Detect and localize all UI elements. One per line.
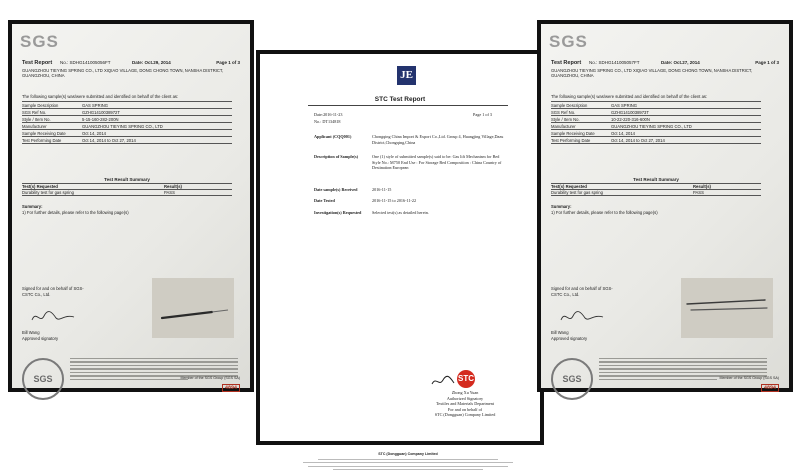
page-number: Page 1 of 3 bbox=[755, 60, 779, 65]
row-key: Investigation(s) Requested bbox=[314, 209, 362, 215]
report-number: No.: SDHG141005057FT bbox=[589, 60, 640, 65]
client-address: GUANGZHOU TIEYING SPRING CO., LTD XIQIAO VILLAGE, DONG CHONG TOWN, NANSHA DISTRICT, GUANGZHOU, CHINA bbox=[22, 68, 224, 78]
field-key: Sample Description bbox=[22, 103, 59, 108]
gas-spring-photo bbox=[681, 278, 773, 338]
report-row bbox=[314, 134, 504, 145]
report-row bbox=[314, 210, 504, 216]
signer-dept: Textiles and Materials Department bbox=[436, 401, 494, 406]
table-cell: Durability test for gas spring bbox=[22, 190, 74, 195]
client-address: GUANGZHOU TIEYING SPRING CO., LTD XIQIAO VILLAGE, DONG CHONG TOWN, NANSHA DISTRICT, GUANGZHOU, CHINA bbox=[551, 68, 753, 78]
result-table bbox=[551, 183, 761, 196]
signer-name: Bill Wang bbox=[551, 330, 569, 335]
field-key: Test Performing Date bbox=[22, 138, 62, 143]
field-value: GZHG1410038973T bbox=[611, 110, 649, 115]
row-key: Description of Sample(s) bbox=[314, 154, 358, 159]
signer-block bbox=[22, 330, 58, 341]
field-value: 5-15-160-282-200N bbox=[82, 117, 119, 122]
field-row bbox=[551, 109, 761, 116]
field-key: Sample Description bbox=[551, 103, 588, 108]
signed-for: Signed for and on behalf of SGS-CSTC Co., Ltd. bbox=[551, 286, 613, 297]
report-date: Date:2016-11-23 bbox=[314, 112, 343, 117]
col-header: Result(s) bbox=[693, 184, 711, 189]
row-value: Chongqing China Import & Export Co.,Ltd. Group 4, Huangjing Village,Dazu District,Chongqing,China bbox=[372, 134, 504, 145]
field-row bbox=[22, 137, 232, 144]
field-key: Manufacturer bbox=[22, 124, 47, 129]
field-key: Sample Receiving Date bbox=[551, 131, 595, 136]
member-text: Member of the SGS Group (SGS SA) bbox=[719, 376, 779, 380]
col-header: Result(s) bbox=[164, 184, 182, 189]
table-row bbox=[22, 190, 232, 196]
field-row bbox=[22, 130, 232, 137]
report-row bbox=[314, 187, 504, 193]
field-row bbox=[551, 116, 761, 123]
row-value: One (1) style of submitted sample(s) said to be: Gas lift Mechanism for Bed Style No.: M750 End Use : For Storage Bed Composition : China Country of Destination:European bbox=[372, 154, 502, 170]
report-date: Date: Oct.27, 2014 bbox=[661, 60, 700, 65]
report-row bbox=[314, 198, 504, 204]
table-row bbox=[551, 190, 761, 196]
sgs-seal bbox=[551, 358, 593, 400]
sgs-report-left bbox=[8, 20, 254, 392]
field-value: Oct 14, 2014 bbox=[611, 131, 635, 136]
sgs-logo: SGS bbox=[549, 32, 588, 51]
field-key: Style / Item No. bbox=[22, 117, 51, 122]
page-number: Page 1 of 3 bbox=[216, 60, 240, 65]
field-value: 10-22-220-316-600N bbox=[611, 117, 650, 122]
intro-text: The following sample(s) was/were submitted and identified on behalf of the client as: bbox=[551, 94, 708, 99]
report-number: No.: SDHG141005056FT bbox=[60, 60, 111, 65]
sample-fields bbox=[22, 101, 232, 144]
summary-note: 1) For further details, please refer to the following page(s) bbox=[551, 210, 658, 215]
serial-number: 4894 bbox=[222, 384, 240, 392]
field-row bbox=[551, 102, 761, 109]
signer-company: STC (Dongguan) Company Limited bbox=[434, 412, 496, 417]
report-title: Test Report bbox=[22, 60, 53, 66]
intro-text: The following sample(s) was/were submitted and identified on behalf of the client as: bbox=[22, 94, 179, 99]
field-value: GAS SPRING bbox=[611, 103, 638, 108]
field-key: Style / Item No. bbox=[551, 117, 580, 122]
signer-role: Approved signatory bbox=[551, 335, 588, 341]
signature bbox=[28, 308, 78, 326]
field-row bbox=[551, 123, 761, 130]
sgs-logo: SGS bbox=[20, 32, 59, 51]
field-value: GUANGZHOU TIEYING SPRING CO., LTD bbox=[82, 124, 163, 129]
signer-block bbox=[410, 390, 520, 418]
sgs-report-right bbox=[537, 20, 793, 392]
col-header: Test(s) Requested bbox=[22, 184, 58, 189]
row-key: Date sample(s) Received bbox=[314, 186, 358, 192]
signer-role: Approved signatory bbox=[22, 335, 59, 341]
signer-for: For and on behalf of bbox=[447, 406, 483, 412]
summary-heading: Test Result Summary bbox=[104, 177, 150, 182]
summary-heading: Test Result Summary bbox=[633, 177, 679, 182]
signer-role: Authorized Signatory bbox=[446, 395, 484, 401]
row-value: 2016-11-15 to 2016-11-22 bbox=[372, 198, 417, 203]
field-value: Oct 14, 2014 bbox=[82, 131, 106, 136]
field-value: Oct 14, 2014 to Oct 27, 2014 bbox=[82, 138, 136, 143]
seal-text: SGS bbox=[562, 374, 582, 384]
signer-name: Bill Wang bbox=[22, 330, 40, 335]
field-value: GAS SPRING bbox=[82, 103, 109, 108]
gas-spring-photo bbox=[152, 278, 234, 338]
member-text: Member of the SGS Group (SGS SA) bbox=[180, 376, 240, 380]
field-key: SGS Ref No. bbox=[22, 110, 47, 115]
field-key: Test Performing Date bbox=[551, 138, 591, 143]
report-title: STC Test Report bbox=[374, 96, 426, 103]
report-title: Test Report bbox=[551, 60, 582, 66]
field-value: GUANGZHOU TIEYING SPRING CO., LTD bbox=[611, 124, 692, 129]
summary-label: Summary: bbox=[22, 204, 43, 209]
row-value: 2016-11-15 bbox=[372, 186, 392, 192]
divider bbox=[308, 105, 508, 106]
report-footer bbox=[290, 452, 526, 470]
col-header: Test(s) Requested bbox=[551, 184, 587, 189]
field-row bbox=[551, 137, 761, 144]
table-cell: Durability test for gas spring bbox=[551, 190, 603, 195]
sample-fields bbox=[551, 101, 761, 144]
signature bbox=[557, 308, 607, 326]
footer-company: STC (Dongguan) Company Limited bbox=[378, 452, 438, 456]
summary-note: 1) For further details, please refer to the following page(s) bbox=[22, 210, 129, 215]
report-body bbox=[314, 134, 504, 215]
field-row bbox=[22, 102, 232, 109]
field-key: Manufacturer bbox=[551, 124, 576, 129]
report-row bbox=[314, 154, 504, 171]
field-row bbox=[551, 130, 761, 137]
report-sheet bbox=[12, 24, 250, 391]
field-value: Oct 14, 2014 to Oct 27, 2014 bbox=[611, 138, 665, 143]
row-key: Date Tested bbox=[314, 198, 335, 203]
row-key: Applicant (CQQ001) bbox=[314, 134, 352, 139]
summary-label: Summary: bbox=[551, 204, 572, 209]
field-key: Sample Receiving Date bbox=[22, 131, 66, 136]
result-table bbox=[22, 183, 232, 196]
sgs-seal bbox=[22, 358, 64, 400]
field-row bbox=[22, 123, 232, 130]
page-number: Page 1 of 3 bbox=[473, 112, 492, 117]
seal-text: SGS bbox=[33, 374, 53, 384]
signer-name: Zhong Xu Yuan bbox=[451, 390, 479, 395]
signer-block bbox=[551, 330, 587, 341]
row-value: Selected test(s) as detailed herein. bbox=[372, 209, 429, 215]
signed-for: Signed for and on behalf of SGS-CSTC Co., Ltd. bbox=[22, 286, 84, 297]
stc-report bbox=[256, 50, 544, 456]
serial-number: 4894 bbox=[761, 384, 779, 392]
field-row bbox=[22, 116, 232, 123]
table-cell: PASS bbox=[164, 190, 175, 195]
field-value: GZHG1410038972T bbox=[82, 110, 120, 115]
report-sheet bbox=[260, 54, 540, 456]
field-row bbox=[22, 109, 232, 116]
report-date: Date: Oct.29, 2014 bbox=[132, 60, 171, 65]
table-cell: PASS bbox=[693, 190, 704, 195]
field-key: SGS Ref No. bbox=[551, 110, 576, 115]
report-number: No.: DT134818 bbox=[314, 119, 341, 124]
stc-logo: JE bbox=[397, 66, 416, 85]
stc-stamp: STC bbox=[457, 370, 475, 388]
report-sheet bbox=[541, 24, 789, 391]
